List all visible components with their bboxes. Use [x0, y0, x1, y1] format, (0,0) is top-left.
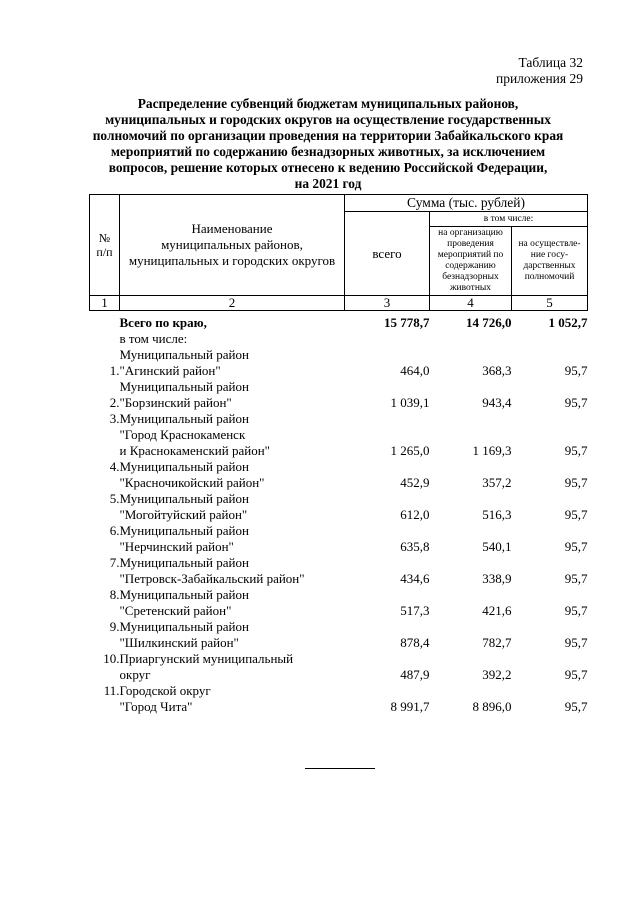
row-name-line: Муниципальный район: [119, 587, 249, 602]
header-text: полномочий: [524, 272, 575, 282]
row-number: 2.: [109, 395, 120, 410]
table-row: [90, 347, 588, 379]
row-value-powers: 95,7: [564, 699, 588, 714]
row-value-events: 392,2: [482, 667, 512, 682]
row-name-line: Муниципальный район: [119, 411, 249, 426]
row-name-line: "Город Краснокаменск: [119, 427, 246, 442]
table-header: [90, 195, 588, 311]
row-name-line: Городской округ: [119, 683, 211, 698]
row-value-events: 357,2: [482, 475, 512, 490]
table-body: [90, 311, 588, 716]
end-divider: [305, 768, 375, 769]
row-name-line: "Город Чита": [119, 699, 193, 714]
col-including-header: в том числе:: [430, 212, 588, 227]
row-value-powers: 95,7: [564, 571, 588, 586]
column-index: 4: [430, 296, 512, 311]
row-name: [120, 491, 345, 523]
header-text: проведения: [447, 239, 494, 249]
including-row: [90, 331, 588, 347]
row-value-all: 1 039,1: [390, 395, 430, 410]
row-value-all: 434,6: [400, 571, 430, 586]
row-name: [120, 683, 345, 715]
row-value-events: 943,4: [482, 395, 512, 410]
row-name-line: Муниципальный район: [119, 459, 249, 474]
total-value-powers: 1 052,7: [548, 315, 588, 330]
row-value-events: 338,9: [482, 571, 512, 586]
appendix-number: приложения 29: [495, 71, 583, 86]
col-sum-header: Сумма (тыс. рублей): [345, 195, 588, 212]
row-name-line: Муниципальный район: [119, 619, 249, 634]
title-line: на 2021 год: [294, 176, 362, 191]
row-value-powers: 95,7: [564, 635, 588, 650]
row-name: [120, 411, 345, 459]
row-number: 11.: [103, 683, 120, 698]
row-name-line: Муниципальный район: [119, 523, 249, 538]
table-row: [90, 683, 588, 715]
row-value-all: 487,9: [400, 667, 430, 682]
row-name-line: "Агинский район": [119, 363, 221, 378]
title-line: мероприятий по содержанию безнадзорных животных, за исключением: [110, 144, 546, 159]
column-index: 5: [512, 296, 588, 311]
row-value-events: 516,3: [482, 507, 512, 522]
row-name-line: и Краснокаменский район": [119, 443, 270, 458]
including-label: в том числе:: [119, 331, 188, 346]
row-number: 1.: [109, 363, 120, 378]
row-value-all: 464,0: [400, 363, 430, 378]
total-value-events: 14 726,0: [466, 315, 512, 330]
table-row: [90, 379, 588, 411]
title-line: Распределение субвенций бюджетам муниципальных районов,: [137, 96, 519, 111]
header-text: Наименование: [191, 221, 273, 236]
row-value-all: 1 265,0: [390, 443, 430, 458]
row-name: [120, 587, 345, 619]
row-value-powers: 95,7: [564, 507, 588, 522]
table-row: [90, 411, 588, 459]
row-name-line: Муниципальный район: [119, 379, 249, 394]
row-number: 10.: [103, 651, 120, 666]
table-row: [90, 555, 588, 587]
header-text: безнадзорных: [442, 272, 499, 282]
row-value-events: 1 169,3: [472, 443, 512, 458]
row-name-line: округ: [119, 667, 151, 682]
table-row: [90, 459, 588, 491]
table-row: [90, 619, 588, 651]
row-name: [120, 651, 345, 683]
row-name-line: "Красночикойский район": [119, 475, 265, 490]
row-name-line: "Борзинский район": [119, 395, 232, 410]
row-value-all: 452,9: [400, 475, 430, 490]
title-line: вопросов, решение которых отнесено к ведению Российской Федерации,: [108, 160, 548, 175]
row-value-powers: 95,7: [564, 667, 588, 682]
title-line: полномочий по организации проведения на территории Забайкальского края: [92, 128, 564, 143]
title-line: муниципальных и городских округов на осуществление государственных: [105, 112, 551, 127]
row-name-line: "Могойтуйский район": [119, 507, 248, 522]
header-text: п/п: [96, 245, 113, 259]
row-value-powers: 95,7: [564, 363, 588, 378]
row-name: [120, 555, 345, 587]
column-index: 2: [120, 296, 345, 311]
table-row: [90, 491, 588, 523]
row-value-events: 540,1: [482, 539, 512, 554]
header-text: муниципальных и городских округов: [128, 253, 336, 268]
subvention-table: [89, 194, 588, 715]
row-value-all: 8 991,7: [390, 699, 430, 714]
column-index-row: [90, 296, 588, 311]
total-label: Всего по краю,: [119, 315, 207, 330]
row-name-line: "Нерчинский район": [119, 539, 234, 554]
row-value-events: 368,3: [482, 363, 512, 378]
row-value-events: 782,7: [482, 635, 512, 650]
row-value-powers: 95,7: [564, 603, 588, 618]
row-number: 6.: [109, 523, 120, 538]
col-events-header: [430, 227, 512, 296]
row-number: 3.: [109, 411, 120, 426]
col-number-header: [90, 195, 120, 296]
table-row: [90, 523, 588, 555]
row-name-line: "Шилкинский район": [119, 635, 239, 650]
column-index: 3: [345, 296, 430, 311]
row-value-all: 878,4: [400, 635, 430, 650]
row-number: 9.: [109, 619, 120, 634]
header-text: животных: [449, 283, 492, 293]
header-text: №: [98, 231, 111, 245]
row-name-line: Муниципальный район: [119, 347, 249, 362]
row-number: 8.: [109, 587, 120, 602]
table-row: [90, 587, 588, 619]
column-index: 1: [90, 296, 120, 311]
header-text: на организацию: [438, 228, 503, 238]
row-value-events: 421,6: [482, 603, 512, 618]
col-name-header: [120, 195, 345, 296]
row-value-powers: 95,7: [564, 443, 588, 458]
table-number: Таблица 32: [518, 55, 583, 70]
row-name-line: "Петровск-Забайкальский район": [119, 571, 305, 586]
table-reference: [496, 55, 583, 87]
row-name: [120, 347, 345, 379]
row-name: [120, 619, 345, 651]
col-total-header: всего: [345, 212, 430, 296]
row-name-line: "Сретенский район": [119, 603, 232, 618]
row-name-line: Муниципальный район: [119, 491, 249, 506]
row-value-events: 8 896,0: [472, 699, 512, 714]
header-text: мероприятий по: [437, 250, 504, 260]
row-value-all: 517,3: [400, 603, 430, 618]
row-number: 7.: [109, 555, 120, 570]
row-name-line: Муниципальный район: [119, 555, 249, 570]
row-name: [120, 379, 345, 411]
row-value-all: 635,8: [400, 539, 430, 554]
row-name: [120, 459, 345, 491]
col-powers-header: [512, 227, 588, 296]
row-number: 5.: [109, 491, 120, 506]
row-value-powers: 95,7: [564, 395, 588, 410]
row-value-powers: 95,7: [564, 475, 588, 490]
row-number: 4.: [109, 459, 120, 474]
header-text: содержанию: [445, 261, 496, 271]
header-text: на осуществле-: [518, 239, 581, 249]
header-text: ние госу-: [530, 250, 569, 260]
header-text: дарственных: [523, 261, 576, 271]
row-value-all: 612,0: [400, 507, 430, 522]
document-title: [78, 96, 578, 192]
row-name: [120, 523, 345, 555]
row-value-powers: 95,7: [564, 539, 588, 554]
header-text: муниципальных районов,: [161, 237, 303, 252]
total-value-all: 15 778,7: [384, 315, 430, 330]
row-name-line: Приаргунский муниципальный: [119, 651, 294, 666]
table-row: [90, 651, 588, 683]
total-row: [90, 315, 588, 331]
